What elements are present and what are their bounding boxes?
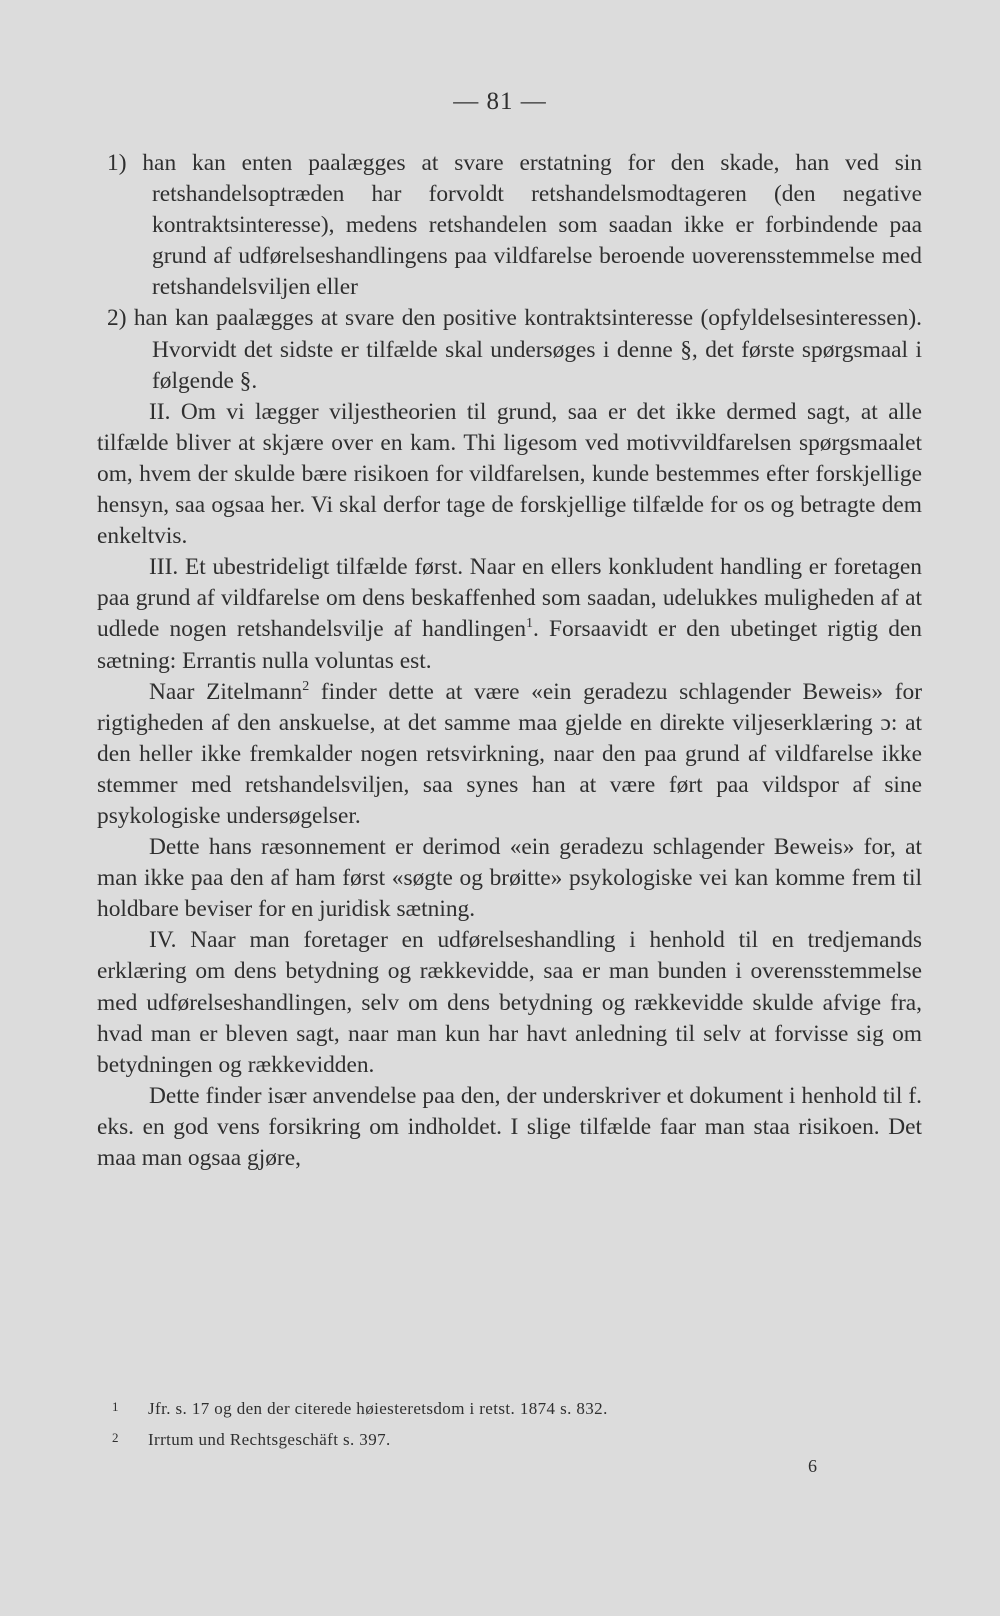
footnote-1 (112, 1399, 912, 1419)
body-text (97, 148, 922, 1174)
footnote-mark: 1 (112, 1399, 119, 1414)
paragraph-section-iii: III. Et ubestrideligt tilfælde først. Naar en ellers konkludent handling er foretagen paa grund af vildfarelse om dens beskaffenhed som saadan, udelukkes muligheden af at udlede nogen retshandelsvilje af handlingen$^1$. Forsaavidt er den ubetinget rigtig den sætning: Errantis nulla voluntas est. (97, 554, 922, 674)
page-header: — 81 — (453, 88, 547, 115)
paragraph-item-2: 2) han kan paalægges at svare den positive kontraktsinteresse (opfyldelsesinteressen). Hvorvidt det sidste er tilfælde skal undersøges i denne §, det første spørgsmaal i følgende §. (107, 305, 922, 394)
paragraph-dokument: Dette finder især anvendelse paa den, der underskriver et dokument i henhold til f. eks. en god vens forsikring om indholdet. I slige tilfælde faar man staa risikoen. Det maa man ogsaa gjøre, (97, 1082, 922, 1171)
footnote-text: Jfr. s. 17 og den der citerede høiesteretsdom i retst. 1874 s. 832. (148, 1399, 608, 1418)
footnote-ref-2: 2 (302, 678, 310, 694)
paragraph-section-iv: IV. Naar man foretager en udførelseshandling i henhold til en tredjemands erklæring om dens betydning og rækkevidde, saa er man bunden i overensstemmelse med udførelseshandlingen, selv om dens betydning og rækkevidde skulde afvige fra, hvad man er bleven sagt, naar man kun har havt anledning til selv at forvisse sig om betydningen og rækkevidden. (97, 927, 922, 1078)
paragraph-section-ii: II. Om vi lægger viljestheorien til grund, saa er det ikke dermed sagt, at alle tilfælde bliver at skjære over en kam. Thi ligesom ved motivvildfarelsen spørgsmaalet om, hvem der skulde bære risikoen for vildfarelsen, kunde bestemmes efter forskjellige hensyn, saa ogsaa her. Vi skal derfor tage de forskjellige tilfælde for os og betragte dem enkeltvis. (97, 398, 922, 550)
footnote-ref-1: 1 (526, 616, 534, 632)
footnote-2 (112, 1430, 912, 1450)
paragraph-zitelmann: Naar Zitelmann$^2$ finder dette at være «ein geradezu schlagender Beweis» for rigtigheden af den anskuelse, at det samme maa gjelde en direkte viljeserklæring ɔ: at den heller ikke fremkalder nogen retsvirkning, naar den paa grund af vildfarelse ikke stemmer med retshandelsviljen, saa synes han at være ført paa vildspor af sine psykologiske undersøgelser. (97, 678, 922, 829)
paragraph-raesonnement: Dette hans ræsonnement er derimod «ein geradezu schlagender Beweis» for, at man ikke paa den af ham først «søgte og brøitte» psykologiske vei kan komme frem til holdbare beviser for en juridisk sætning. (97, 834, 922, 923)
paragraph-item-1: 1) han kan enten paalægges at svare erstatning for den skade, han ved sin retshandelsoptræden har forvoldt retshandelsmodtageren (den negative kontraktsinteresse), medens retshandelen som saadan ikke er forbindende paa grund af udførelseshandlingens paa vildfarelse beroende uoverensstemmelse med retshandelsviljen eller (107, 150, 922, 301)
footnote-mark: 2 (112, 1430, 119, 1445)
footnote-text: Irrtum und Rechtsgeschäft s. 397. (148, 1430, 391, 1449)
signature-mark: 6 (808, 1456, 817, 1476)
